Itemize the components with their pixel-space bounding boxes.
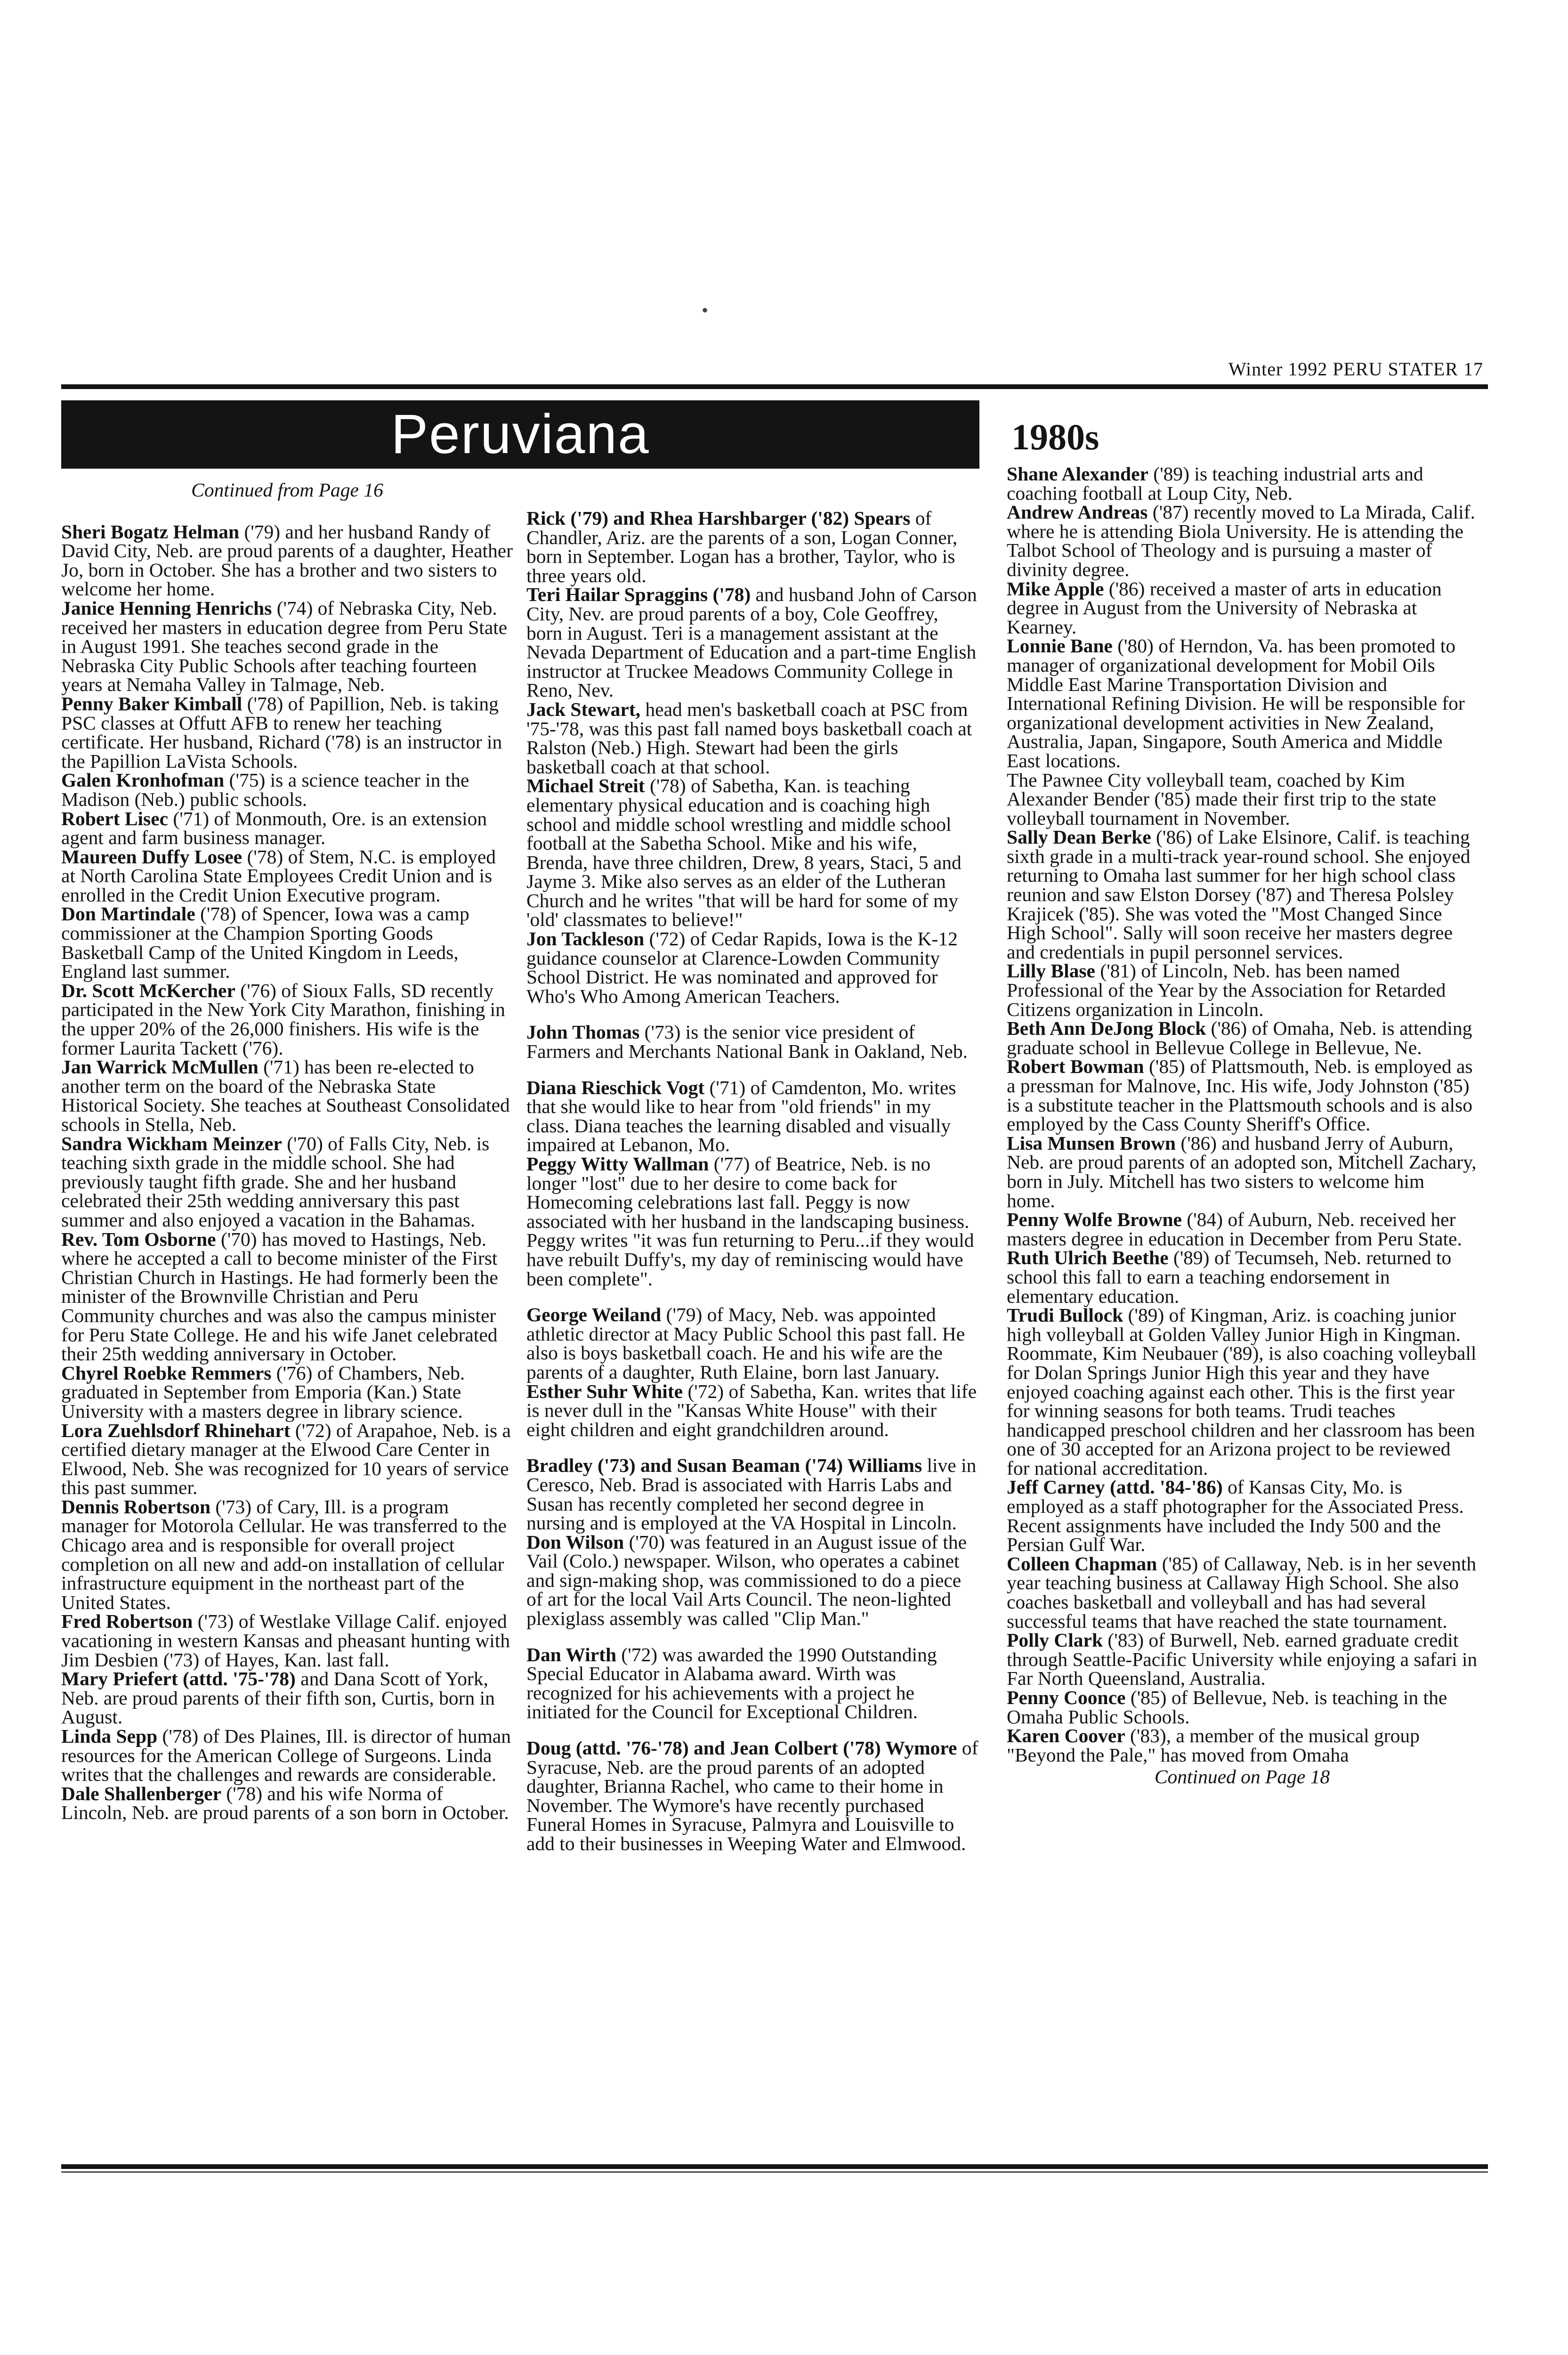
alumni-text: ('71) has been re-elected to another term on the board of the Nebraska State Historical Society. She teaches at Southeast Consolidated schools in Stella, Neb.	[61, 1056, 510, 1135]
alumni-note	[526, 700, 978, 776]
alumni-name: Mike Apple	[1007, 577, 1104, 600]
alumni-text: ('79) and her husband Randy of David City, Neb. are proud parents of a daughter, Heather Jo, born in October. She has a brother and two sisters to welcome her home.	[61, 520, 513, 600]
alumni-note	[61, 1230, 513, 1364]
alumni-name: John Thomas	[526, 1021, 640, 1043]
alumni-name: Peggy Witty Wallman	[526, 1153, 709, 1175]
alumni-name: Sally Dean Berke	[1007, 826, 1151, 848]
alumni-note	[1007, 828, 1478, 961]
alumni-text: ('89) of Kingman, Ariz. is coaching junior high volleyball at Golden Valley Junior High in Kingman. Roommate, Kim Neubauer ('89), is also coaching volleyball for Dolan Springs Junior High this year and they have enjoyed coaching against each other. This is the first year for winning seasons for both teams. Trudi teaches handicapped preschool children and her classroom has been one of 30 accepted for an Arizona project to be reviewed for national accreditation.	[1007, 1304, 1477, 1479]
alumni-name: Jeff Carney (attd. '84-'86)	[1007, 1476, 1223, 1498]
alumni-text: ('89) is teaching industrial arts and coaching football at Loup City, Neb.	[1007, 463, 1423, 504]
alumni-name: Galen Kronhofman	[61, 769, 225, 791]
alumni-note	[61, 1497, 513, 1612]
alumni-note	[1007, 1248, 1478, 1306]
alumni-note	[1007, 1688, 1478, 1726]
alumni-text: ('74) of Nebraska City, Neb. received her masters in education degree from Peru State in August 1991. She teaches second grade in the Nebraska City Public Schools after teaching fourteen years at Nemaha Valley in Talmage, Neb.	[61, 597, 508, 696]
alumni-note	[61, 809, 513, 847]
alumni-note	[526, 1533, 978, 1628]
alumni-text: ('85) of Bellevue, Neb. is teaching in the Omaha Public Schools.	[1007, 1687, 1447, 1728]
alumni-text: ('70) was featured in an August issue of the Vail (Colo.) newspaper. Wilson, who operates a cabinet and sign-making shop, was commissioned to do a piece of art for the local Vail Arts Council. The neon-lighted plexiglass assembly was called "Clip Man."	[526, 1531, 967, 1630]
alumni-note	[526, 1023, 978, 1061]
alumni-name: Lonnie Bane	[1007, 635, 1113, 657]
alumni-name: Rev. Tom Osborne	[61, 1228, 216, 1250]
alumni-name: Robert Bowman	[1007, 1056, 1144, 1078]
alumni-name: Sandra Wickham Meinzer	[61, 1132, 282, 1154]
alumni-name: Polly Clark	[1007, 1629, 1103, 1651]
alumni-text: ('86) of Lake Elsinore, Calif. is teaching sixth grade in a multi-track year-round school. She enjoyed returning to Omaha last summer for her high school class reunion and saw Elston Dorsey ('87) and Theresa Polsley Krajicek ('85). She was voted the "Most Changed Since High School". Sally will soon receive her masters degree and credentials in pupil personnel services.	[1007, 826, 1471, 963]
footer-rule-thin	[61, 2171, 1488, 2173]
alumni-name: Dan Wirth	[526, 1643, 617, 1665]
alumni-text: ('84) of Auburn, Neb. received her masters degree in education in December from Peru State.	[1007, 1209, 1462, 1250]
alumni-text: ('78) of Sabetha, Kan. is teaching elementary physical education and is coaching high school and middle school wrestling and middle school football at the Sabetha School. Mike and his wife, Brenda, have three children, Drew, 8 years, Staci, 5 and Jayme 3. Mike also serves as an elder of the Lutheran Church and he writes "that will be hard for some of my 'old' classmates to believe!"	[526, 775, 962, 931]
alumni-name: Michael Streit	[526, 775, 645, 797]
alumni-note	[526, 776, 978, 929]
alumni-note	[61, 981, 513, 1057]
alumni-note	[526, 1382, 978, 1439]
alumni-note	[1007, 1478, 1478, 1554]
alumni-name: Jan Warrick McMullen	[61, 1056, 259, 1078]
alumni-text: ('76) of Chambers, Neb. graduated in September from Emporia (Kan.) State University with a masters degree in library science.	[61, 1362, 465, 1422]
alumni-text: ('71) of Monmouth, Ore. is an extension agent and farm business manager.	[61, 807, 487, 849]
alumni-text: ('71) of Camdenton, Mo. writes that she would like to hear from "old friends" in my class. Diana teaches the learning disabled and visually impaired at Lebanon, Mo.	[526, 1076, 956, 1156]
alumni-text: ('83) of Burwell, Neb. earned graduate credit through Seattle-Pacific University while enjoying a safari in Far North Queensland, Australia.	[1007, 1629, 1478, 1689]
scan-speck: •	[702, 300, 709, 321]
alumni-name: Robert Lisec	[61, 807, 169, 829]
alumni-text: The Pawnee City volleyball team, coached by Kim Alexander Bender ('85) made their first trip to the state volleyball tournament in November.	[1007, 769, 1437, 829]
alumni-name: Dr. Scott McKercher	[61, 979, 235, 1001]
alumni-text: ('80) of Herndon, Va. has been promoted to manager of organizational development for Mobil Oils Middle East Marine Transportation Division and International Refining Division. He will be responsible for organizational development activities in New Zealand, Australia, Japan, Singapore, South America and Middle East locations.	[1007, 635, 1465, 771]
alumni-name: Ruth Ulrich Beethe	[1007, 1247, 1169, 1269]
alumni-name: Sheri Bogatz Helman	[61, 520, 240, 543]
alumni-text: head men's basketball coach at PSC from '75-'78, was this past fall named boys basketball coach at Ralston (Neb.) High. Stewart had been the girls basketball coach at that school.	[526, 698, 972, 778]
alumni-note	[526, 509, 978, 585]
alumni-note	[526, 585, 978, 700]
alumni-note	[61, 771, 513, 809]
alumni-text: ('78) and his wife Norma of Lincoln, Neb. are proud parents of a son born in October.	[61, 1782, 509, 1824]
alumni-name: Jon Tackleson	[526, 928, 645, 950]
column-3-entries	[1007, 464, 1478, 1764]
alumni-note	[526, 1078, 978, 1154]
alumni-text: of Chandler, Ariz. are the parents of a son, Logan Conner, born in September. Logan has a brother, Taylor, who is three years old.	[526, 507, 958, 586]
alumni-text: and husband John of Carson City, Nev. are proud parents of a boy, Cole Geoffrey, born in August. Teri is a management assistant at the Nevada Department of Education and a part-time English instructor at Truckee Meadows Community College in Reno, Nev.	[526, 584, 977, 701]
alumni-name: Karen Coover	[1007, 1725, 1125, 1747]
alumni-note	[1007, 961, 1478, 1019]
alumni-name: Andrew Andreas	[1007, 501, 1148, 523]
alumni-note	[61, 1364, 513, 1421]
alumni-note	[61, 522, 513, 599]
alumni-name: Dennis Robertson	[61, 1495, 211, 1518]
alumni-text: ('89) of Tecumseh, Neb. returned to school this fall to earn a teaching endorsement in elementary education.	[1007, 1247, 1452, 1307]
continued-on: Continued on Page 18	[1154, 1766, 1330, 1788]
alumni-text: ('72) of Arapahoe, Neb. is a certified dietary manager at the Elwood Care Center in Elwood, Neb. She was recognized for 10 years of service this past summer.	[61, 1419, 511, 1499]
alumni-text: ('85) of Callaway, Neb. is in her seventh year teaching business at Callaway High School. She also coaches basketball and volleyball and has had several successful teams that have reached the state tournament.	[1007, 1552, 1477, 1632]
alumni-name: Teri Hailar Spraggins ('78)	[526, 584, 751, 606]
alumni-note	[1007, 636, 1478, 770]
alumni-name: Trudi Bullock	[1007, 1304, 1123, 1326]
alumni-note	[1007, 1306, 1478, 1478]
decade-heading: 1980s	[1011, 416, 1099, 457]
alumni-note	[61, 1669, 513, 1727]
alumni-name: Esther Suhr White	[526, 1380, 683, 1402]
alumni-note	[1007, 1726, 1478, 1764]
alumni-note	[1007, 1057, 1478, 1133]
alumni-name: Beth Ann DeJong Block	[1007, 1017, 1206, 1039]
alumni-text: ('87) recently moved to La Mirada, Calif. where he is attending Biola University. He is attending the Talbot School of Theology and is pursuing a master of divinity degree.	[1007, 501, 1475, 580]
alumni-note	[61, 1784, 513, 1822]
alumni-text: ('78) of Papillion, Neb. is taking PSC classes at Offutt AFB to renew her teaching certificate. Her husband, Richard ('78) is an instructor in the Papillion LaVista Schools.	[61, 692, 502, 772]
alumni-text: ('86) received a master of arts in education degree in August from the University of Nebraska at Kearney.	[1007, 577, 1442, 638]
alumni-text: ('83), a member of the musical group "Beyond the Pale," has moved from Omaha	[1007, 1725, 1420, 1766]
alumni-name: Penny Baker Kimball	[61, 692, 242, 715]
alumni-text: ('72) of Sabetha, Kan. writes that life is never dull in the "Kansas White House" with their eight children and eight grandchildren around.	[526, 1380, 977, 1440]
column-1-entries	[61, 522, 513, 1822]
alumni-note	[61, 1612, 513, 1669]
alumni-text: ('77) of Beatrice, Neb. is no longer "lost" due to her desire to come back for Homecoming celebrations last fall. Peggy is now associated with her husband in the landscaping business. Peggy writes "it was fun returning to Peru...if they would have rebuilt Duffy's, my day of reminiscing would have been complete".	[526, 1153, 974, 1290]
alumni-text: ('72) was awarded the 1990 Outstanding Special Educator in Alabama award. Wirth was recognized for his achievements with a project he initiated for the Council for Exceptional Children.	[526, 1643, 937, 1723]
alumni-name: Jack Stewart,	[526, 698, 641, 720]
alumni-name: Chyrel Roebke Remmers	[61, 1362, 272, 1384]
alumni-text: ('72) of Cedar Rapids, Iowa is the K-12 guidance counselor at Clarence-Lowden Community School District. He was nominated and approved for Who's Who Among American Teachers.	[526, 928, 958, 1007]
continued-from: Continued from Page 16	[191, 479, 383, 501]
alumni-note	[61, 1421, 513, 1497]
alumni-note	[61, 847, 513, 905]
column-3	[1007, 414, 1478, 1787]
alumni-name: Penny Wolfe Browne	[1007, 1209, 1182, 1231]
alumni-note	[526, 1456, 978, 1532]
column-2	[526, 509, 978, 1853]
alumni-text: ('73) of Westlake Village Calif. enjoyed vacationing in western Kansas and pheasant hunting with Jim Desbien ('73) of Hayes, Kan. last fall.	[61, 1610, 510, 1671]
footer-rule	[61, 2164, 1488, 2169]
alumni-note	[61, 1727, 513, 1784]
alumni-note	[1007, 1134, 1478, 1210]
alumni-text: ('79) of Macy, Neb. was appointed athletic director at Macy Public School this past fall. He also is boys basketball coach. He and his wife are the parents of a daughter, Ruth Elaine, born last January.	[526, 1304, 965, 1383]
alumni-note	[526, 929, 978, 1006]
alumni-note	[526, 1645, 978, 1722]
alumni-note	[1007, 1210, 1478, 1248]
alumni-note	[61, 1057, 513, 1134]
column-1	[61, 480, 513, 1822]
running-head: Winter 1992 PERU STATER 17	[1228, 358, 1483, 380]
alumni-note	[1007, 1019, 1478, 1057]
alumni-name: George Weiland	[526, 1304, 662, 1326]
alumni-name: Colleen Chapman	[1007, 1552, 1157, 1575]
alumni-text: of Kansas City, Mo. is employed as a staff photographer for the Associated Press. Recent assignments have included the Indy 500 and the Persian Gulf War.	[1007, 1476, 1464, 1556]
alumni-note	[526, 1738, 978, 1853]
alumni-text: ('85) of Plattsmouth, Neb. is employed as a pressman for Malnove, Inc. His wife, Jody Johnston ('85) is a substitute teacher in the Plattsmouth schools and is also employed by the Cass County Sheriff's Office.	[1007, 1056, 1473, 1135]
alumni-text: ('78) of Des Plaines, Ill. is director of human resources for the American College of Surgeons. Linda writes that the challenges and rewards are considerable.	[61, 1725, 511, 1786]
alumni-name: Diana Rieschick Vogt	[526, 1076, 705, 1098]
alumni-text: ('86) of Omaha, Neb. is attending graduate school in Bellevue College in Bellevue, Ne.	[1007, 1017, 1472, 1058]
header-rule	[61, 384, 1488, 389]
alumni-note	[526, 1305, 978, 1381]
alumni-text: ('81) of Lincoln, Neb. has been named Professional of the Year by the Association for Retarded Citizens organization in Lincoln.	[1007, 960, 1446, 1020]
alumni-note	[1007, 503, 1478, 579]
alumni-name: Lora Zuehlsdorf Rhinehart	[61, 1419, 291, 1441]
alumni-note	[526, 1154, 978, 1288]
alumni-text: ('76) of Sioux Falls, SD recently participated in the New York City Marathon, finishing in the upper 20% of the 26,000 finishers. His wife is the former Laurita Tackett ('76).	[61, 979, 505, 1059]
alumni-note	[61, 599, 513, 694]
alumni-note	[61, 694, 513, 771]
alumni-note	[1007, 1631, 1478, 1688]
alumni-text: ('78) of Stem, N.C. is employed at North Carolina State Employees Credit Union and is enrolled in the Credit Union Executive program.	[61, 845, 496, 906]
alumni-text: ('86) and husband Jerry of Auburn, Neb. are proud parents of an adopted son, Mitchell Zachary, born in July. Mitchell has two sisters to welcome him home.	[1007, 1132, 1477, 1211]
alumni-text: ('73) is the senior vice president of Farmers and Merchants National Bank in Oakland, Neb.	[526, 1021, 968, 1063]
alumni-text: ('78) of Spencer, Iowa was a camp commissioner at the Champion Sporting Goods Basketball Camp of the United Kingdom in Leeds, England last summer.	[61, 903, 469, 983]
alumni-text: ('75) is a science teacher in the Madison (Neb.) public schools.	[61, 769, 469, 810]
alumni-text: and Dana Scott of York, Neb. are proud parents of their fifth son, Curtis, born in August.	[61, 1668, 495, 1728]
alumni-text: ('70) has moved to Hastings, Neb. where he accepted a call to become minister of the First Christian Church in Hastings. He had formerly been the minister of the Brownville Christian and Peru Community churches and was also the campus minister for Peru State College. He and his wife Janet celebrated their 25th wedding anniversary in October.	[61, 1228, 498, 1365]
alumni-text: live in Ceresco, Neb. Brad is associated with Harris Labs and Susan has recently completed her second degree in nursing and is employed at the VA Hospital in Lincoln.	[526, 1454, 977, 1534]
alumni-name: Dale Shallenberger	[61, 1782, 222, 1804]
alumni-name: Bradley ('73) and Susan Beaman ('74) Williams	[526, 1454, 922, 1477]
alumni-name: Mary Priefert (attd. '75-'78)	[61, 1668, 296, 1690]
alumni-name: Linda Sepp	[61, 1725, 158, 1747]
section-banner: Peruviana	[61, 400, 979, 469]
alumni-note	[1007, 579, 1478, 637]
column-2-entries	[526, 509, 978, 1853]
alumni-name: Maureen Duffy Losee	[61, 845, 242, 868]
alumni-name: Lisa Munsen Brown	[1007, 1132, 1176, 1154]
alumni-text: of Syracuse, Neb. are the proud parents of an adopted daughter, Brianna Rachel, who came to their home in November. The Wymore's have recently purchased Funeral Homes in Syracuse, Palmyra and Louisville to add to their businesses in Weeping Water and Elmwood.	[526, 1737, 978, 1854]
alumni-note	[61, 904, 513, 981]
alumni-text: ('73) of Cary, Ill. is a program manager for Motorola Cellular. He was transferred to the Chicago area and is responsible for overall project completion on all new and add-on installation of cellular infrastructure equipment in the northeast part of the United States.	[61, 1495, 507, 1613]
alumni-note	[61, 1134, 513, 1230]
alumni-name: Don Wilson	[526, 1531, 624, 1553]
alumni-note	[1007, 1554, 1478, 1631]
alumni-note	[1007, 464, 1478, 503]
alumni-name: Penny Coonce	[1007, 1687, 1126, 1708]
alumni-name: Fred Robertson	[61, 1610, 193, 1632]
alumni-name: Rick ('79) and Rhea Harshbarger ('82) Spears	[526, 507, 911, 529]
alumni-note	[1007, 771, 1478, 828]
alumni-name: Janice Henning Henrichs	[61, 597, 272, 619]
alumni-name: Doug (attd. '76-'78) and Jean Colbert ('78) Wymore	[526, 1737, 957, 1759]
alumni-name: Don Martindale	[61, 903, 195, 925]
alumni-name: Shane Alexander	[1007, 463, 1148, 485]
alumni-name: Lilly Blase	[1007, 960, 1095, 982]
alumni-text: ('70) of Falls City, Neb. is teaching sixth grade in the middle school. She had previously taught fifth grade. She and her husband celebrated their 25th wedding anniversary this past summer and also enjoyed a vacation in the Bahamas.	[61, 1132, 490, 1231]
